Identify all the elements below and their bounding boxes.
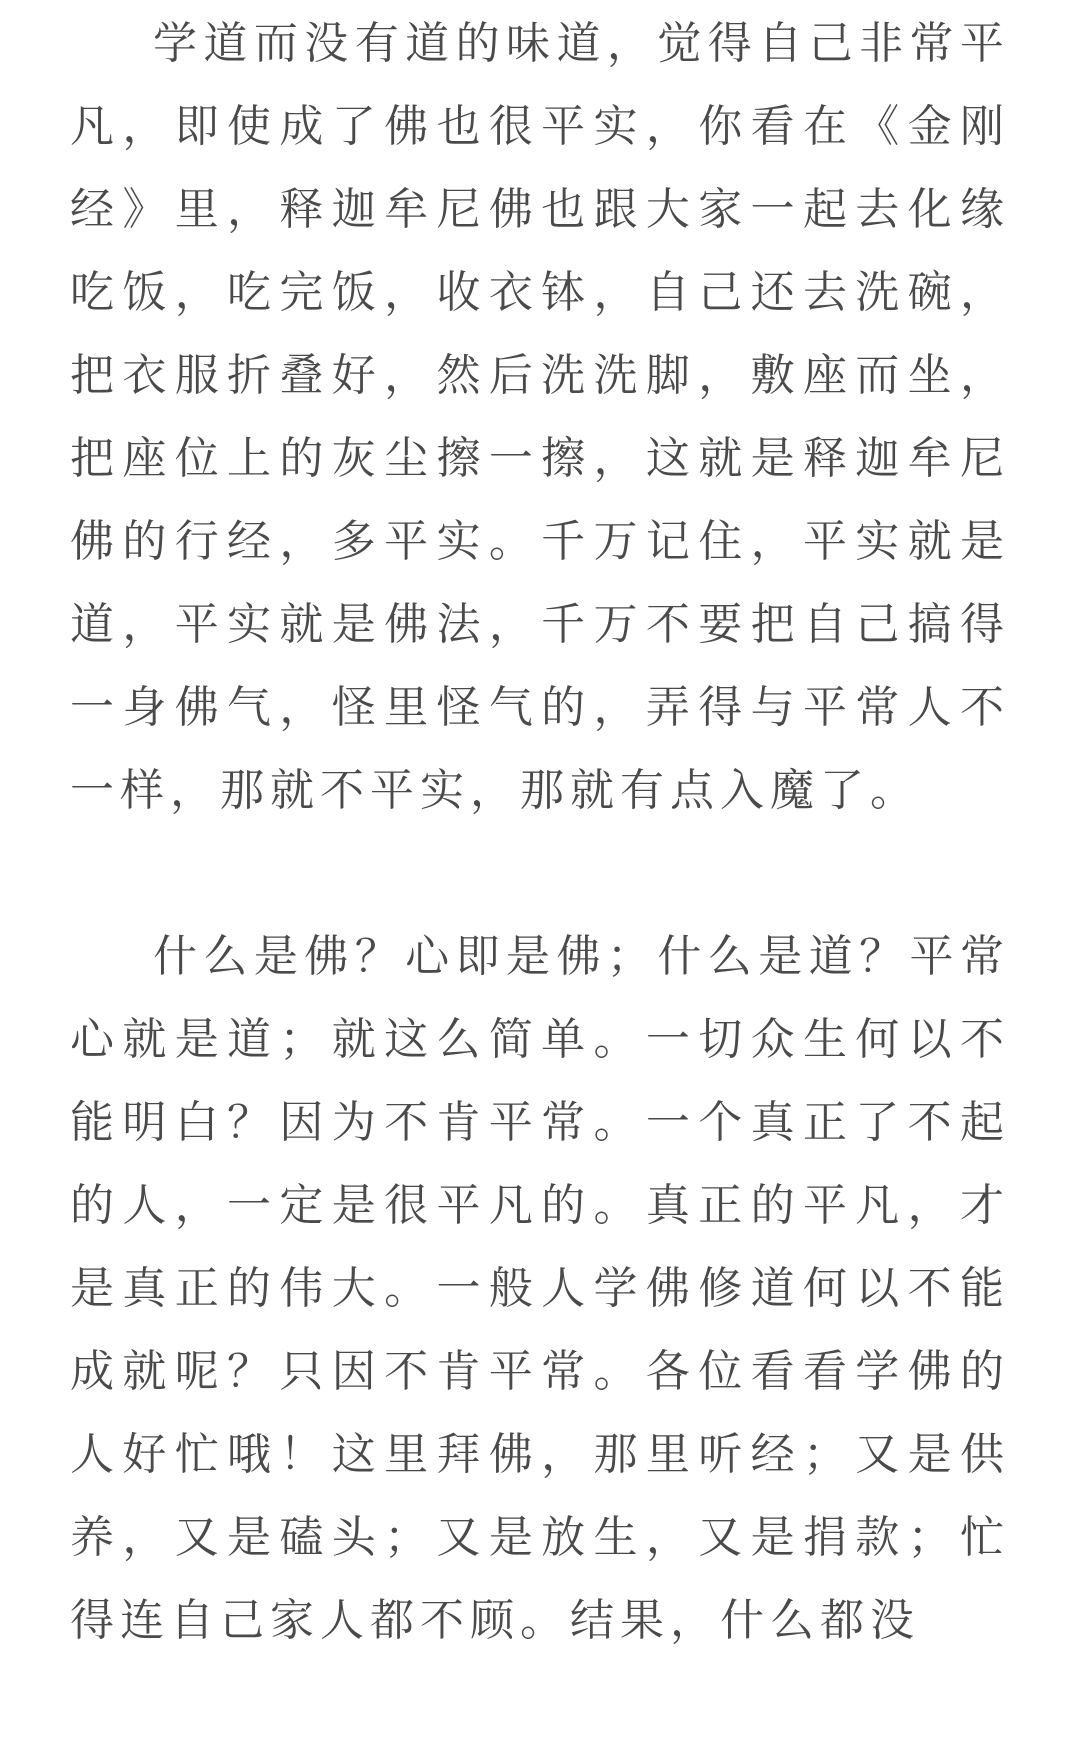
article-body bbox=[70, 2, 1010, 1662]
paragraph-1: 学道而没有道的味道，觉得自己非常平凡，即使成了佛也很平实，你看在《金刚经》里，释迦牟尼佛也跟大家一起去化缘吃饭，吃完饭，收衣钵，自己还去洗碗，把衣服折叠好，然后洗洗脚，敷座而坐，把座位上的灰尘擦一擦，这就是释迦牟尼佛的行经，多平实。千万记住，平实就是道，平实就是佛法，千万不要把自己搞得一身佛气，怪里怪气的，弄得与平常人不一样，那就不平实，那就有点入魔了。 bbox=[70, 18, 1010, 816]
paragraph-2: 什么是佛？心即是佛；什么是道？平常心就是道；就这么简单。一切众生何以不能明白？因为不肯平常。一个真正了不起的人，一定是很平凡的。真正的平凡，才是真正的伟大。一般人学佛修道何以不能成就呢？只因不肯平常。各位看看学佛的人好忙哦！这里拜佛，那里听经；又是供养，又是磕头；又是放生，又是捐款；忙得连自己家人都不顾。结果，什么都没 bbox=[70, 931, 1010, 1646]
